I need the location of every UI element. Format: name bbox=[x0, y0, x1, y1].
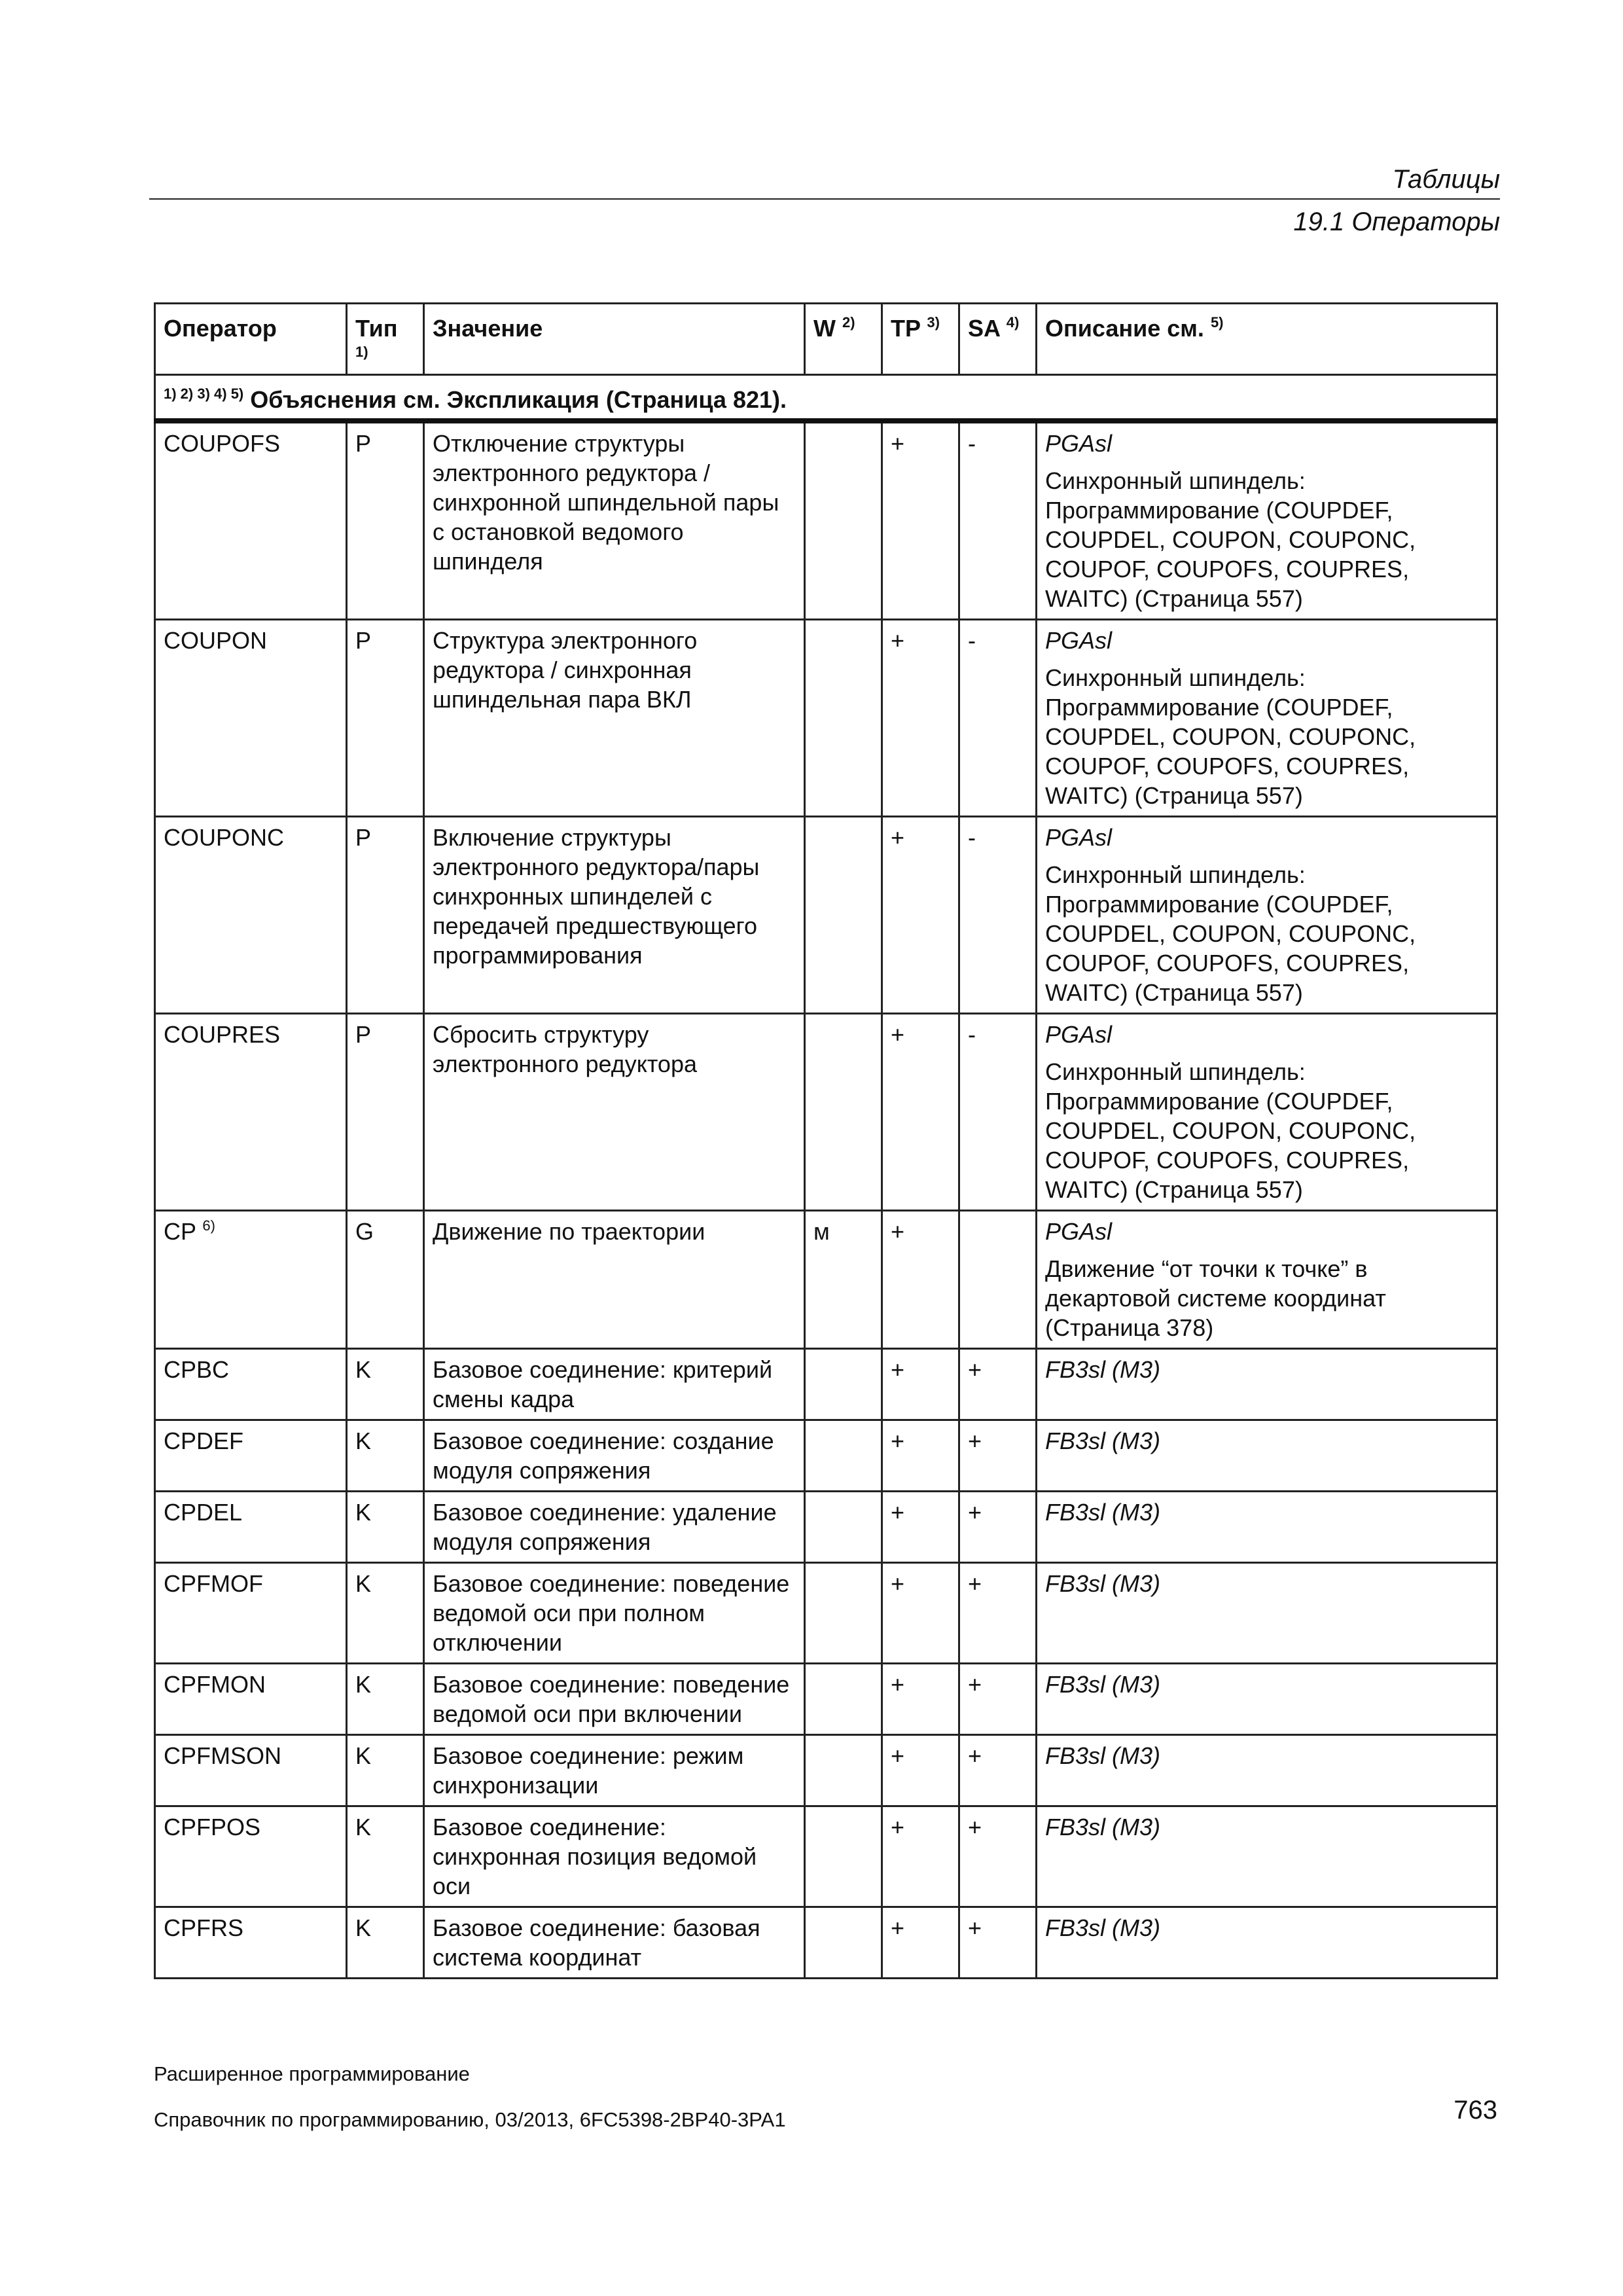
doc-reference: PGAsl bbox=[1045, 1218, 1113, 1245]
cell-operator: CP $^{6)}$ bbox=[155, 1211, 347, 1349]
header-type: Тип $^{1)}$ bbox=[347, 304, 424, 375]
operators-table bbox=[154, 302, 1498, 1979]
cell-type: K bbox=[347, 1907, 424, 1979]
table-body bbox=[155, 421, 1497, 1979]
cell-operator: COUPON bbox=[155, 620, 347, 817]
header-tp-note: 3) bbox=[927, 314, 940, 331]
doc-reference: FB3sl (M3) bbox=[1045, 1356, 1161, 1383]
cell-w bbox=[805, 1664, 882, 1735]
cell-tp: + bbox=[882, 1420, 959, 1492]
page-number: 763 bbox=[1454, 2096, 1497, 2125]
desc-text: Синхронный шпиндель: Программирование (COUPDEF, COUPDEL, COUPON, COUPONC, COUPOF, COUPOFS, COUPRES, WAITC) (Страница 557) bbox=[1045, 861, 1416, 1006]
cell-w bbox=[805, 1735, 882, 1806]
cell-desc bbox=[1037, 1563, 1497, 1664]
cell-type: K bbox=[347, 1563, 424, 1664]
doc-reference: FB3sl (M3) bbox=[1045, 1570, 1161, 1597]
cell-tp: + bbox=[882, 1664, 959, 1735]
cell-operator: CPFMSON bbox=[155, 1735, 347, 1806]
cell-type: K bbox=[347, 1735, 424, 1806]
header-desc-note: 5) bbox=[1210, 314, 1224, 331]
cell-meaning: Включение структуры электронного редуктора/пары синхронных шпинделей с передачей предшествующего программирования bbox=[424, 817, 805, 1014]
notes-refs: 1) 2) 3) 4) 5) bbox=[164, 386, 244, 402]
cell-desc bbox=[1037, 1492, 1497, 1563]
cell-w: м bbox=[805, 1211, 882, 1349]
header-w-note: 2) bbox=[842, 314, 855, 331]
cell-meaning: Базовое соединение: базовая система координат bbox=[424, 1907, 805, 1979]
header-meaning: Значение bbox=[424, 304, 805, 375]
cell-tp: + bbox=[882, 1014, 959, 1211]
cell-w bbox=[805, 817, 882, 1014]
cell-desc bbox=[1037, 620, 1497, 817]
cell-desc bbox=[1037, 1735, 1497, 1806]
cell-tp: + bbox=[882, 817, 959, 1014]
cell-operator: CPFRS bbox=[155, 1907, 347, 1979]
running-head-chapter: Таблицы bbox=[1392, 165, 1500, 194]
header-sa: SA $^{4)}$ bbox=[959, 304, 1037, 375]
cell-meaning: Сбросить структуру электронного редуктора bbox=[424, 1014, 805, 1211]
cell-desc bbox=[1037, 817, 1497, 1014]
cell-operator: COUPONC bbox=[155, 817, 347, 1014]
table-row bbox=[155, 1664, 1497, 1735]
cell-meaning: Структура электронного редуктора / синхронная шпиндельная пара ВКЛ bbox=[424, 620, 805, 817]
doc-reference: FB3sl (M3) bbox=[1045, 1814, 1161, 1840]
cell-desc bbox=[1037, 1211, 1497, 1349]
cell-tp: + bbox=[882, 421, 959, 620]
cell-type: K bbox=[347, 1349, 424, 1420]
cell-meaning: Базовое соединение: создание модуля сопряжения bbox=[424, 1420, 805, 1492]
cell-desc bbox=[1037, 1014, 1497, 1211]
cell-tp: + bbox=[882, 1211, 959, 1349]
cell-sa: + bbox=[959, 1664, 1037, 1735]
cell-type: P bbox=[347, 1014, 424, 1211]
cell-desc bbox=[1037, 421, 1497, 620]
cell-type: P bbox=[347, 421, 424, 620]
header-operator: Оператор bbox=[155, 304, 347, 375]
cell-meaning: Базовое соединение: удаление модуля сопряжения bbox=[424, 1492, 805, 1563]
cell-sa bbox=[959, 1211, 1037, 1349]
cell-desc bbox=[1037, 1420, 1497, 1492]
cell-operator: CPFMON bbox=[155, 1664, 347, 1735]
cell-desc bbox=[1037, 1664, 1497, 1735]
footer-title: Расширенное программирование bbox=[154, 2062, 470, 2085]
cell-sa: + bbox=[959, 1349, 1037, 1420]
cell-operator: CPDEF bbox=[155, 1420, 347, 1492]
header-desc: Описание см. $^{5)}$ bbox=[1037, 304, 1497, 375]
header-w: W $^{2)}$ bbox=[805, 304, 882, 375]
doc-reference: PGAsl bbox=[1045, 627, 1113, 654]
doc-reference: FB3sl (M3) bbox=[1045, 1499, 1161, 1526]
cell-w bbox=[805, 1349, 882, 1420]
doc-reference: FB3sl (M3) bbox=[1045, 1742, 1161, 1769]
cell-sa: - bbox=[959, 1014, 1037, 1211]
cell-w bbox=[805, 1014, 882, 1211]
cell-tp: + bbox=[882, 1492, 959, 1563]
cell-tp: + bbox=[882, 1907, 959, 1979]
cell-operator: CPFPOS bbox=[155, 1806, 347, 1907]
cell-w bbox=[805, 620, 882, 817]
doc-reference: FB3sl (M3) bbox=[1045, 1427, 1161, 1454]
cell-operator: CPDEL bbox=[155, 1492, 347, 1563]
cell-sa: + bbox=[959, 1420, 1037, 1492]
cell-meaning: Базовое соединение: поведение ведомой оси при полном отключении bbox=[424, 1563, 805, 1664]
operator-note: 6) bbox=[202, 1217, 215, 1234]
desc-text: Движение “от точки к точке” в декартовой системе координат (Страница 378) bbox=[1045, 1255, 1386, 1341]
cell-tp: + bbox=[882, 1735, 959, 1806]
table-row bbox=[155, 620, 1497, 817]
cell-desc bbox=[1037, 1806, 1497, 1907]
cell-type: P bbox=[347, 817, 424, 1014]
table-row bbox=[155, 1349, 1497, 1420]
doc-reference: FB3sl (M3) bbox=[1045, 1914, 1161, 1941]
cell-meaning: Движение по траектории bbox=[424, 1211, 805, 1349]
cell-operator: CPFMOF bbox=[155, 1563, 347, 1664]
cell-type: G bbox=[347, 1211, 424, 1349]
cell-w bbox=[805, 1806, 882, 1907]
cell-operator: COUPOFS bbox=[155, 421, 347, 620]
table-header-row bbox=[155, 304, 1497, 375]
cell-tp: + bbox=[882, 1806, 959, 1907]
cell-sa: + bbox=[959, 1563, 1037, 1664]
cell-w bbox=[805, 421, 882, 620]
running-head-section: 19.1 Операторы bbox=[1293, 207, 1500, 236]
cell-sa: + bbox=[959, 1907, 1037, 1979]
cell-type: K bbox=[347, 1806, 424, 1907]
cell-sa: + bbox=[959, 1806, 1037, 1907]
notes-text: Объяснения см. Экспликация (Страница 821). bbox=[250, 386, 787, 413]
desc-text: Синхронный шпиндель: Программирование (COUPDEF, COUPDEL, COUPON, COUPONC, COUPOF, COUPOFS, COUPRES, WAITC) (Страница 557) bbox=[1045, 1058, 1416, 1203]
table-row bbox=[155, 817, 1497, 1014]
notes-row bbox=[155, 375, 1497, 422]
table-row bbox=[155, 1735, 1497, 1806]
cell-meaning: Отключение структуры электронного редуктора / синхронной шпиндельной пары с остановкой ведомого шпинделя bbox=[424, 421, 805, 620]
doc-reference: PGAsl bbox=[1045, 824, 1113, 851]
header-type-note: 1) bbox=[355, 344, 368, 360]
doc-reference: PGAsl bbox=[1045, 430, 1113, 457]
notes-cell bbox=[155, 375, 1497, 422]
cell-w bbox=[805, 1563, 882, 1664]
footer-reference: Справочник по программированию, 03/2013, 6FC5398-2BP40-3PA1 bbox=[154, 2108, 786, 2131]
doc-reference: FB3sl (M3) bbox=[1045, 1671, 1161, 1698]
cell-type: K bbox=[347, 1664, 424, 1735]
header-sa-note: 4) bbox=[1006, 314, 1020, 331]
cell-tp: + bbox=[882, 1563, 959, 1664]
cell-type: K bbox=[347, 1492, 424, 1563]
cell-type: P bbox=[347, 620, 424, 817]
cell-sa: - bbox=[959, 620, 1037, 817]
cell-operator: COUPRES bbox=[155, 1014, 347, 1211]
table-row bbox=[155, 1492, 1497, 1563]
cell-sa: + bbox=[959, 1735, 1037, 1806]
header-rule bbox=[149, 198, 1500, 200]
cell-meaning: Базовое соединение: режим синхронизации bbox=[424, 1735, 805, 1806]
cell-meaning: Базовое соединение: поведение ведомой оси при включении bbox=[424, 1664, 805, 1735]
desc-text: Синхронный шпиндель: Программирование (COUPDEF, COUPDEL, COUPON, COUPONC, COUPOF, COUPOFS, COUPRES, WAITC) (Страница 557) bbox=[1045, 664, 1416, 809]
table-row bbox=[155, 1806, 1497, 1907]
cell-sa: + bbox=[959, 1492, 1037, 1563]
cell-sa: - bbox=[959, 421, 1037, 620]
table-row bbox=[155, 421, 1497, 620]
table-row bbox=[155, 1563, 1497, 1664]
table-row bbox=[155, 1211, 1497, 1349]
table-row bbox=[155, 1907, 1497, 1979]
cell-tp: + bbox=[882, 620, 959, 817]
cell-desc bbox=[1037, 1907, 1497, 1979]
header-tp: TP $^{3)}$ bbox=[882, 304, 959, 375]
desc-text: Синхронный шпиндель: Программирование (COUPDEF, COUPDEL, COUPON, COUPONC, COUPOF, COUPOFS, COUPRES, WAITC) (Страница 557) bbox=[1045, 467, 1416, 612]
cell-tp: + bbox=[882, 1349, 959, 1420]
doc-reference: PGAsl bbox=[1045, 1021, 1113, 1048]
cell-w bbox=[805, 1492, 882, 1563]
table-row bbox=[155, 1014, 1497, 1211]
cell-meaning: Базовое соединение: синхронная позиция ведомой оси bbox=[424, 1806, 805, 1907]
cell-meaning: Базовое соединение: критерий смены кадра bbox=[424, 1349, 805, 1420]
cell-w bbox=[805, 1907, 882, 1979]
table-row bbox=[155, 1420, 1497, 1492]
cell-operator: CPBC bbox=[155, 1349, 347, 1420]
cell-w bbox=[805, 1420, 882, 1492]
cell-sa: - bbox=[959, 817, 1037, 1014]
cell-desc bbox=[1037, 1349, 1497, 1420]
cell-type: K bbox=[347, 1420, 424, 1492]
